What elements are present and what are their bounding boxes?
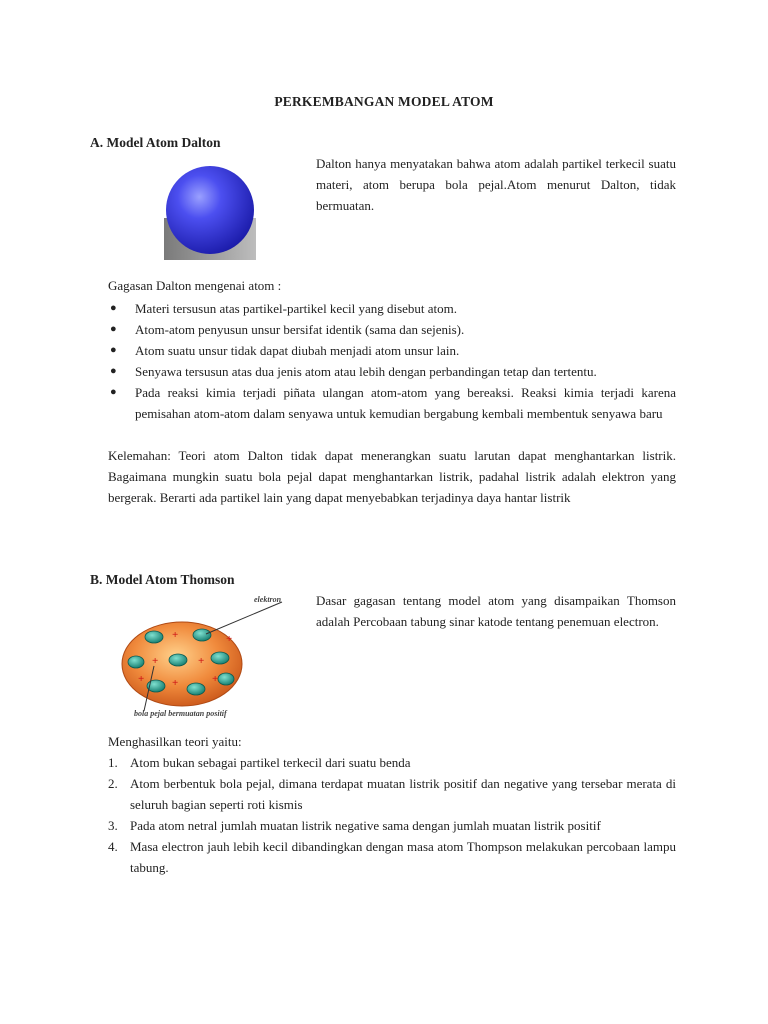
dalton-ideas-lead: Gagasan Dalton mengenai atom : xyxy=(108,278,282,293)
list-item: ● Senyawa tersusun atas dua jenis atom atau lebih dengan perbandingan tetap dan tertentu. xyxy=(108,361,676,382)
list-item: 4. Masa electron jauh lebih kecil dibandingkan dengan masa atom Thompson melakukan percobaan lampu tabung. xyxy=(108,839,676,875)
thomson-intro: Dasar gagasan tentang model atom yang disampaikan Thomson adalah Percobaan tabung sinar katode tentang penemuan electron. xyxy=(316,593,676,629)
svg-text:+: + xyxy=(198,655,205,667)
thomson-theory-list xyxy=(108,752,676,878)
dalton-intro: Dalton hanya menyatakan bahwa atom adalah partikel terkecil suatu materi, atom berupa bola pejal.Atom menurut Dalton, tidak bermuatan. xyxy=(316,156,676,213)
list-item: 1. Atom bukan sebagai partikel terkecil dari suatu benda xyxy=(108,755,411,770)
dalton-sphere-figure xyxy=(164,160,256,260)
bullet-icon: ● xyxy=(110,386,117,398)
dalton-weakness: Kelemahan: Teori atom Dalton tidak dapat menerangkan suatu larutan dapat menghantarkan listrik. Bagaimana mungkin suatu bola pejal dapat menghantarkan listrik, padahal listrik adalah elektron yang bergerak. Berarti ada partikel lain yang dapat menyebabkan terjadinya daya hantar listrik xyxy=(108,448,676,505)
list-item: 3. Pada atom netral jumlah muatan listrik negative sama dengan jumlah muatan listrik positif xyxy=(108,818,601,833)
thomson-model-figure xyxy=(116,590,302,722)
document-title: PERKEMBANGAN MODEL ATOM xyxy=(274,94,494,109)
list-item: ● Pada reaksi kimia terjadi piñata ulangan atom-atom yang bereaksi. Reaksi kimia terjadi karena pemisahan atom-atom dalam senyawa untuk kemudian bergabung kembali membentuk senyawa baru xyxy=(108,382,676,424)
list-item: ● Atom-atom penyusun unsur bersifat identik (sama dan sejenis). xyxy=(108,319,676,340)
list-item: 2. Atom berbentuk bola pejal, dimana terdapat muatan listrik positif dan negative yang tersebar merata di seluruh bagian seperti roti kismis xyxy=(108,776,676,812)
list-item: ● Atom suatu unsur tidak dapat diubah menjadi atom unsur lain. xyxy=(108,340,676,361)
svg-text:+: + xyxy=(226,633,233,645)
bullet-icon: ● xyxy=(110,302,117,314)
svg-text:+: + xyxy=(212,673,219,685)
svg-text:+: + xyxy=(152,655,159,667)
thomson-theory-lead: Menghasilkan teori yaitu: xyxy=(108,734,242,749)
bullet-icon: ● xyxy=(110,323,117,335)
bullet-icon: ● xyxy=(110,365,117,377)
dalton-heading: A. Model Atom Dalton xyxy=(90,135,221,150)
list-item: ● Materi tersusun atas partikel-partikel kecil yang disebut atom. xyxy=(108,298,676,319)
positive-body-label: bola pejal bermuatan positif xyxy=(134,709,227,718)
bullet-icon: ● xyxy=(110,344,117,356)
thomson-heading: B. Model Atom Thomson xyxy=(90,572,235,587)
svg-text:+: + xyxy=(138,673,145,685)
electron-label: elektron xyxy=(254,595,282,604)
dalton-ideas-list xyxy=(108,298,676,424)
svg-text:+: + xyxy=(172,629,179,641)
svg-text:+: + xyxy=(172,677,179,689)
